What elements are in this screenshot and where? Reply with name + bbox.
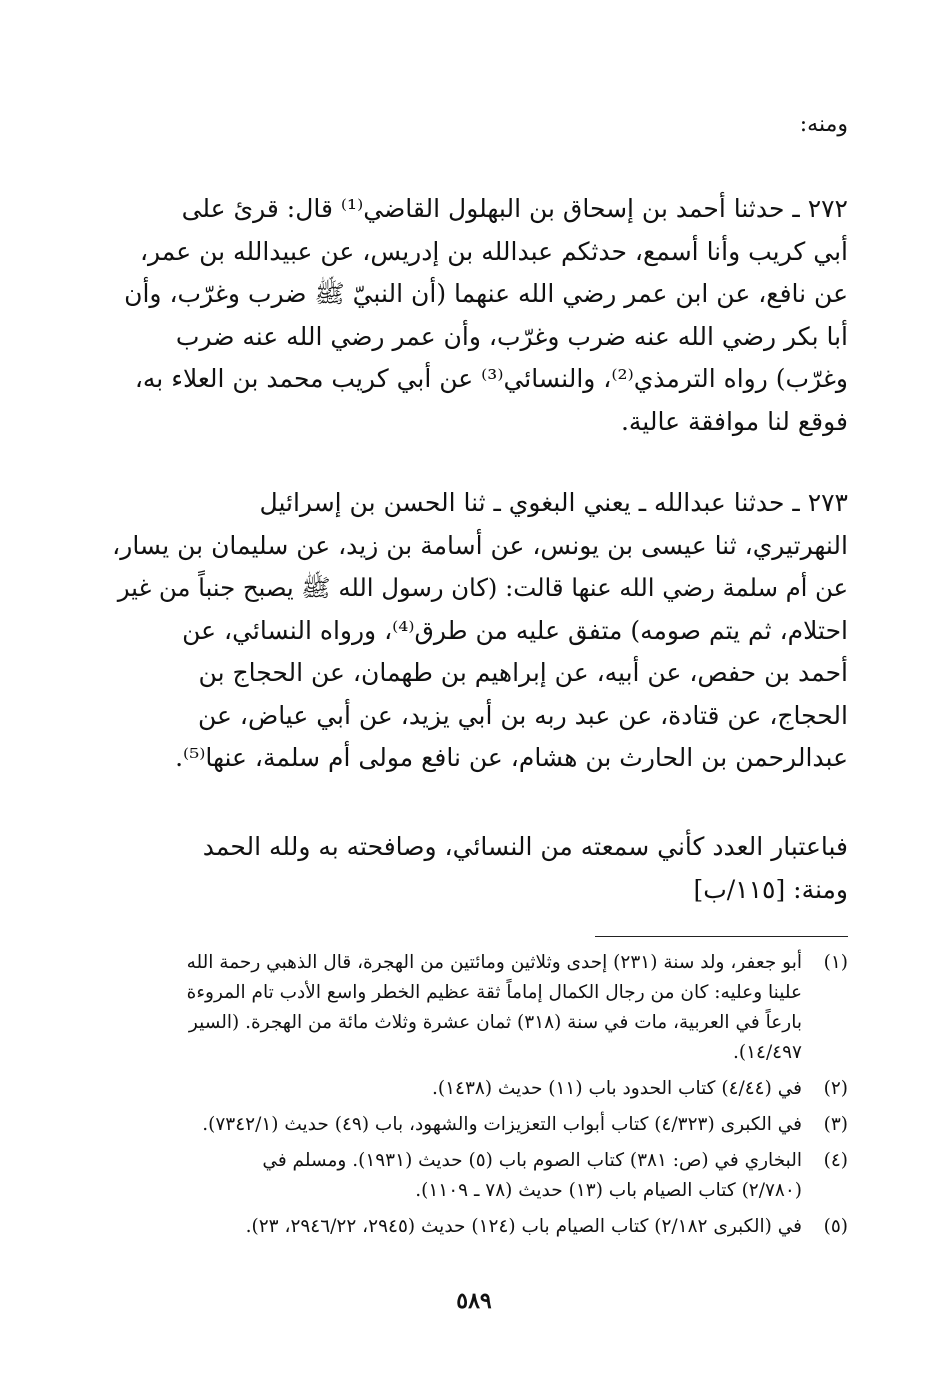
text-line: الحجاج، عن قتادة، عن عبد ربه بن أبي يزيد، عن أبي عياض، عن — [198, 700, 848, 730]
closing-paragraph — [103, 826, 848, 911]
footnote-number: (١) — [823, 952, 848, 973]
text-line: ٢٧٣ ـ حدثنا عبدالله ـ يعني البغوي ـ ثنا الحسن بن إسرائيل — [259, 488, 848, 517]
footnote-line: البخاري في (ص: ٣٨١) كتاب الصوم باب (٥) حديث (١٩٣١). ومسلم في — [262, 1150, 802, 1171]
text-line: أبا بكر رضي الله عنه ضرب وغرّب، وأن عمر رضي الله عنه ضرب — [175, 321, 848, 351]
footnote-number: (٥) — [823, 1216, 848, 1237]
footnote-number: (٣) — [823, 1114, 848, 1135]
footnote-2 — [103, 1074, 848, 1104]
page-number: ٥٨٩ — [456, 1288, 492, 1314]
footnote-text — [103, 1146, 802, 1206]
footnotes — [103, 948, 848, 1248]
footnote-line: بارعاً في العربية، مات في سنة (٣١٨) ثمان عشرة وثلاث مائة من الهجرة. (السير — [188, 1012, 802, 1033]
intro-heading: ومنه: — [799, 112, 848, 137]
footnote-text — [103, 1110, 802, 1140]
hadith-273-paragraph — [103, 482, 848, 780]
text-line: فباعتبار العدد كأني سمعته من النسائي، وصافحته به ولله الحمد — [202, 832, 848, 861]
text-line: عن نافع، عن ابن عمر رضي الله عنهما (أن النبيّ ﷺ ضرب وغرّب، وأن — [124, 279, 848, 308]
footnote-5 — [103, 1212, 848, 1242]
text-line: فوقع لنا موافقة عالية. — [620, 406, 848, 436]
footnote-text — [103, 1212, 802, 1242]
text-line: عبدالرحمن بن الحارث بن هشام، عن نافع مولى أم سلمة، عنها⁽⁵⁾. — [175, 743, 848, 772]
footnote-line: في (الكبرى ٢/١٨٢) كتاب الصيام باب (١٢٤) حديث (٢٩٤٥، ٢٩٤٦/٢٢، ٢٣). — [245, 1216, 802, 1237]
footnote-number: (٢) — [823, 1078, 848, 1099]
text-line: ومنة: [١١٥/ب] — [693, 874, 848, 904]
footnote-4 — [103, 1146, 848, 1206]
footnote-line: في الكبرى (٤/٣٢٣) كتاب أبواب التعزيزات والشهود، باب (٤٩) حديث (٧٣٤٢/١). — [202, 1114, 802, 1135]
text-line: ٢٧٢ ـ حدثنا أحمد بن إسحاق بن البهلول القاضي⁽¹⁾ قال: قرئ على — [181, 194, 848, 223]
footnote-line: علينا وعليه: كان من رجال الكمال إماماً ثقة عظيم الخطر واسع الأدب تام المروءة — [186, 982, 802, 1003]
footnote-number: (٤) — [823, 1150, 848, 1171]
footnote-1 — [103, 948, 848, 1068]
footnote-line: (٢/٧٨٠) كتاب الصيام باب (١٣) حديث (٧٨ ـ ١١٠٩). — [415, 1180, 802, 1201]
footnote-line: ١٤/٤٩٧). — [732, 1042, 802, 1063]
text-line: احتلام، ثم يتم صومه) متفق عليه من طرق⁽⁴⁾، ورواه النسائي، عن — [182, 615, 848, 645]
text-line: النهرتيري، ثنا عيسى بن يونس، عن أسامة بن زيد، عن سليمان بن يسار، — [112, 530, 848, 560]
text-line: أبي كريب وأنا أسمع، حدثكم عبدالله بن إدريس، عن عبيدالله بن عمر، — [139, 236, 848, 266]
text-line: وغرّب) رواه الترمذي⁽²⁾، والنسائي⁽³⁾ عن أبي كريب محمد بن العلاء به، — [134, 364, 848, 393]
footnote-divider — [595, 936, 848, 937]
footnote-line: في (٤/٤٤) كتاب الحدود باب (١١) حديث (١٤٣٨). — [431, 1078, 802, 1099]
footnote-3 — [103, 1110, 848, 1140]
hadith-272-paragraph — [103, 188, 848, 443]
footnote-text — [103, 948, 802, 1068]
footnote-text — [103, 1074, 802, 1104]
text-line: عن أم سلمة رضي الله عنها قالت: (كان رسول الله ﷺ يصبح جنباً من غير — [117, 573, 848, 602]
footnote-line: أبو جعفر، ولد سنة (٢٣١) إحدى وثلاثين ومائتين من الهجرة، قال الذهبي رحمة الله — [186, 952, 802, 973]
text-line: أحمد بن حفص، عن أبيه، عن إبراهيم بن طهمان، عن الحجاج بن — [198, 658, 848, 687]
